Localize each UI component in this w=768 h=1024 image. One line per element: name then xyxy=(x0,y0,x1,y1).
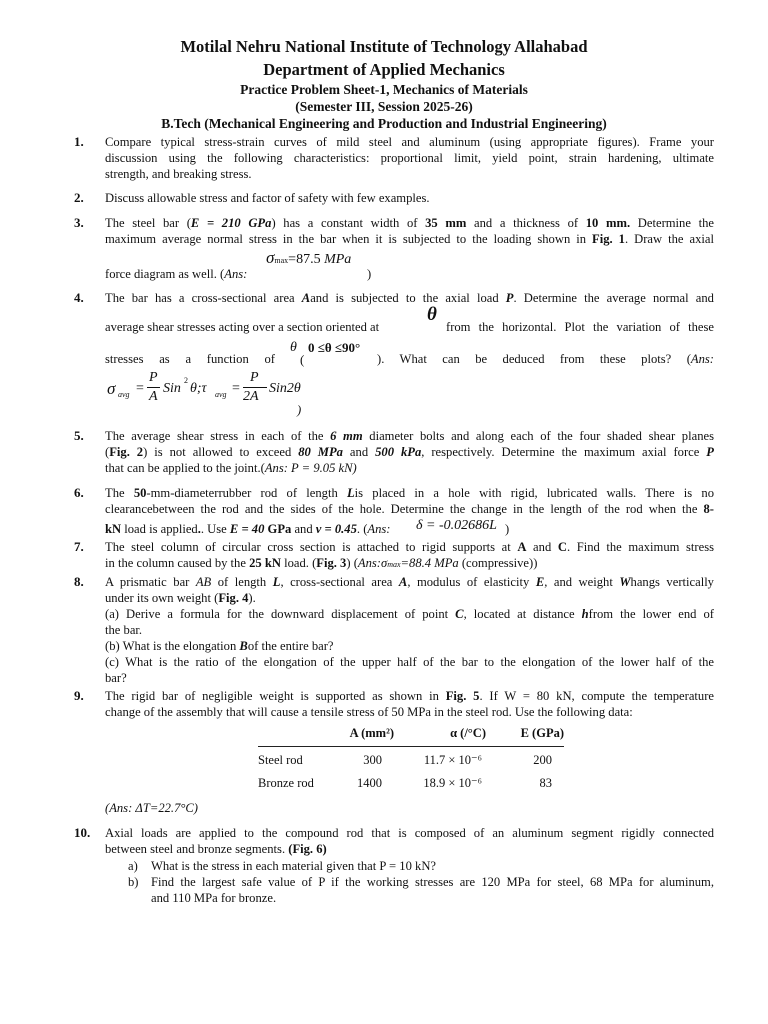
question-text: The steel column of circular cross section is attached to rigid supports at A and C. Find the maximum stress in the column caused by the 25 kN load. (Fig. 3) (Ans:σmax=88.4 MPa (compressive)) xyxy=(105,540,715,570)
semester-line: (Semester III, Session 2025-26) xyxy=(295,99,473,114)
material-table xyxy=(258,723,564,793)
question-number: 9. xyxy=(74,688,84,703)
table-row: Bronze rod 1400 18.9 × 10⁻⁶ 83 xyxy=(258,775,552,790)
answer-line: force diagram as well. (Ans: xyxy=(105,267,248,281)
problem-sheet-page: Motilal Nehru National Institute of Technology Allahabad Department of Applied Mechanics Practice Problem Sheet-1, Mechanics of Materials (Semester III, Session 2025-26) B.Tech (Mechanical Engineering and Production and Industrial Engineering) 1. Compare typical stress-strain curves of mild steel and aluminum (using appropriate figures). Frame your discussion using the following characteristics: proportional limit, yield point, strain hardening, ultimate strength, and breaking stress. 2. Discuss allowable stress and factor of safety with few examples. 3. The steel bar (E = 210 GPa) has a constant width of 35 mm and a thickness of 10 mm. Determine the maximum average normal stress in the bar when it is subjected to the loading shown in Fig. 1. Draw the axial σmax=87.5 MPa force diagram as well. (Ans: ) 4. The bar has a cross-sectional area Aand is subjected to the axial load P. Determine the average normal and average shear stresses acting over a section oriented at θ from the horizontal. Plot the variation of these stresses as a function of θ ( 0 ≤θ ≤90° ). What can be deduced from these plots? (Ans: σ avg = P A Sin 2 θ;τ avg = P 2A Sin2θ ) 5. The average shear stress in each of the 6 mm diameter bolts and along each of the four shaded shear planes (Fig. 2) is not allowed to exceed 80 MPa and 500 kPa, respectively. Determine the maximum axial force P that can be applied to the joint.(Ans: P = 9.05 kN) 6. The 50-mm-diameterrubber rod of length Lis placed in a hole with rigid, lubricated walls. There is no clearancebetween the rod and the sides of the hole. Determine the change in the length of the rod when the 8- kN load is applied.. Use E = 40 GPa and ν = 0.45. (Ans: δ = -0.02686L ) 7. The steel column of circular cross section is attached to rigid supports at A and C. Find the maximum stress in the column caused by the 25 kN load. (Fig. 3) (Ans:σmax=88.4 MPa (compressive)) 8. A prismatic bar AB of length L, cross-sectional area A, modulus of elasticity E, and weight Whangs vertically under its own weight (Fig. 4). (a) Derive a formula for the downward displacement of point C, located at distance hfrom the lower end of the bar. (b) What is the elongation Bof the entire bar? (c) What is the ratio of the elongation of the upper half of the bar to the elongation of the lower half of the bar? 9. The rigid bar of negligible weight is supported as shown in Fig. 5. If W = 80 kN, compute the temperature change of the assembly that will cause a tensile stress of 50 MPa in the steel rod. Use the following data: A (mm²) α (/°C) E (GPa) Steel rod 300 11.7 × 10⁻⁶ 200 Bronze rod 1400 18.9 × 10⁻⁶ 83 (Ans: ΔT=22.7°C) 10. Axial loads are applied to the compound rod that is composed of an aluminum segment rigidly connected between steel and bronze segments. (Fig. 6) a) What is the stress in each material given that P = 10 kN? b) Find the largest safe value of P if the working stresses are 120 MPa for steel, 68 MPa for aluminum, and 110 MPa for bronze. xyxy=(0,0,768,1024)
answer-formula: σ avg = P A Sin 2 θ;τ avg = P 2A Sin2θ xyxy=(107,370,301,404)
question-text: Compare typical stress-strain curves of mild steel and aluminum (using appropriate figures). Frame your discussion using the following characteristics: proportional limit, yield point, strain hardening, ultimate strength, and breaking stress. xyxy=(105,135,714,181)
answer-formula: σmax=87.5 MPa xyxy=(266,248,352,267)
question-text: The average shear stress in each of the 6 mm diameter bolts and along each of the four shaded shear planes (Fig. 2) is not allowed to exceed 80 MPa and 500 kPa, respectively. Determine the maximum axial force P that can be applied to the joint.(Ans: P = 9.05 kN) xyxy=(105,429,714,475)
table-row: Steel rod 300 11.7 × 10⁻⁶ 200 xyxy=(258,752,552,767)
question-text: Axial loads are applied to the compound rod that is composed of an aluminum segment rigidly connected between steel and bronze segments. (Fig. 6) xyxy=(105,826,714,856)
department-title: Department of Applied Mechanics xyxy=(263,60,505,79)
question-number: 1. xyxy=(74,134,84,149)
theta-symbol: θ xyxy=(427,304,437,325)
question-text: The bar has a cross-sectional area Aand is subjected to the axial load P. Determine the average normal and xyxy=(105,291,714,305)
question-number: 5. xyxy=(74,428,84,443)
question-number: 8. xyxy=(74,574,84,589)
question-number: 2. xyxy=(74,190,84,205)
institute-title: Motilal Nehru National Institute of Technology Allahabad xyxy=(180,37,588,56)
question-number: 10. xyxy=(74,825,91,840)
theta-range: 0 ≤θ ≤90° xyxy=(308,340,361,355)
table-header-row: A (mm²) α (/°C) E (GPa) xyxy=(258,723,564,747)
question-text: The steel bar (E = 210 GPa) has a constant width of 35 mm and a thickness of 10 mm. Determine the maximum average normal stress in the bar when it is subjected to the loading shown in Fig. 1. Draw the axial xyxy=(105,216,714,246)
program-line: B.Tech (Mechanical Engineering and Production and Industrial Engineering) xyxy=(161,116,607,131)
question-text: Discuss allowable stress and factor of safety with few examples. xyxy=(105,191,430,205)
question-number: 6. xyxy=(74,485,84,500)
question-text: The rigid bar of negligible weight is supported as shown in Fig. 5. If W = 80 kN, compute the temperature change of the assembly that will cause a tensile stress of 50 MPa in the steel rod. Use the following data: xyxy=(105,689,714,719)
sheet-title: Practice Problem Sheet-1, Mechanics of Materials xyxy=(240,82,528,97)
question-text: A prismatic bar AB of length L, cross-sectional area A, modulus of elasticity E, and weight Whangs vertically under its own weight (Fig. 4). (a) Derive a formula for the downward displacement of point C, located at distance hfrom the lower end of the bar. (b) What is the elongation Bof the entire bar? (c) What is the ratio of the elongation of the upper half of the bar to the elongation of the lower half of the bar? xyxy=(105,575,715,685)
question-number: 4. xyxy=(74,290,84,305)
q9-answer: (Ans: ΔT=22.7°C) xyxy=(105,801,198,815)
question-number: 7. xyxy=(74,539,84,554)
question-number: 3. xyxy=(74,215,84,230)
answer-formula: δ = -0.02686L xyxy=(416,518,497,533)
question-text: The 50-mm-diameterrubber rod of length Lis placed in a hole with rigid, lubricated walls. There is no clearancebetween the rod and the sides of the hole. Determine the change in the length of the rod when the 8- xyxy=(105,486,714,516)
